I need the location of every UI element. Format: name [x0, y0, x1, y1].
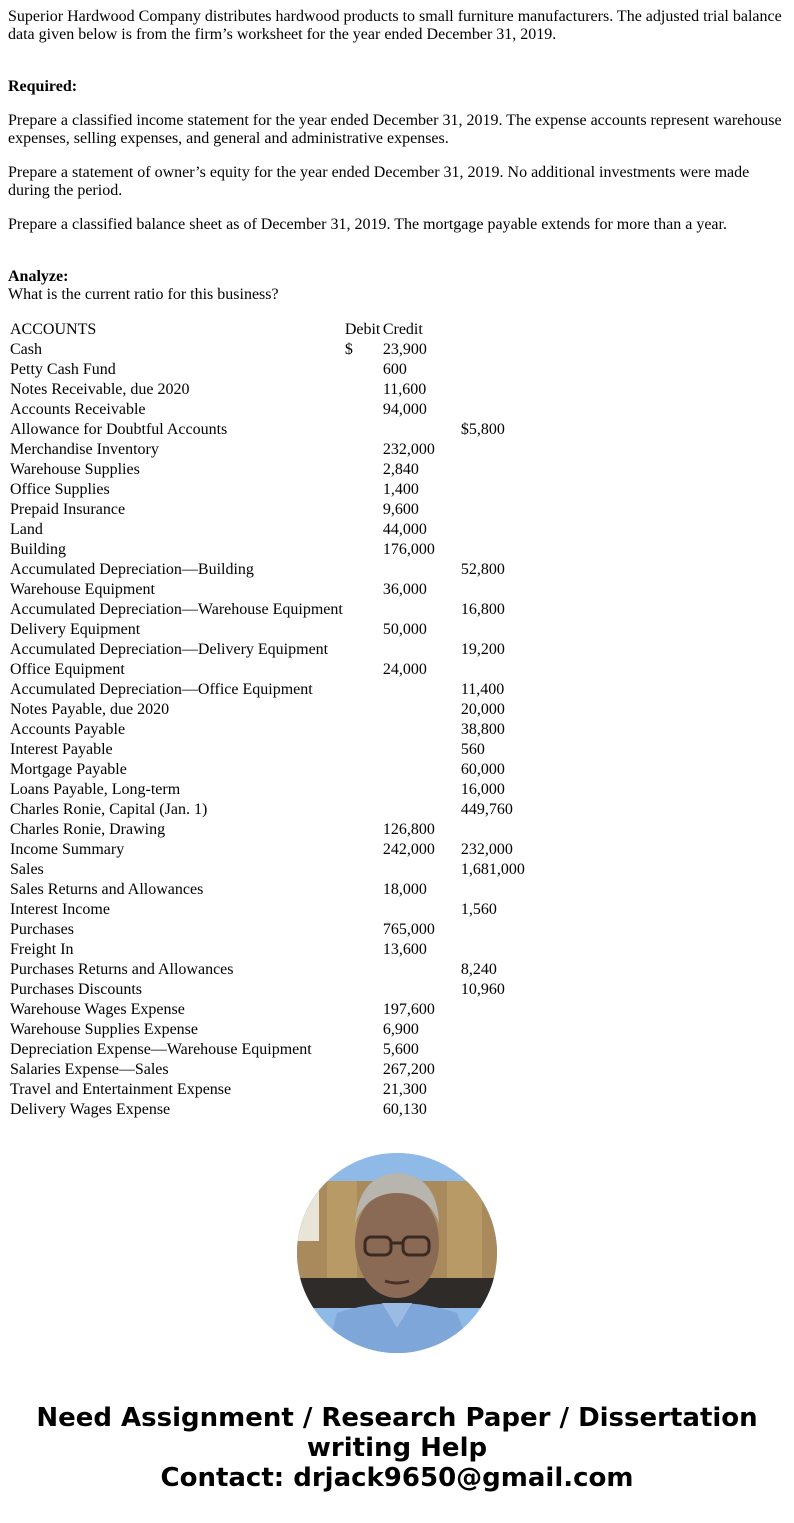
promo-banner — [0, 1403, 794, 1493]
header-accounts: ACCOUNTS — [10, 321, 97, 338]
account-name: Office Supplies — [10, 481, 110, 498]
account-name: Notes Receivable, due 2020 — [10, 381, 190, 398]
debit-cell — [345, 840, 381, 860]
extra-credit-cell: 38,800 — [460, 721, 505, 738]
credit-cell: 13,600 — [382, 941, 427, 958]
credit-cell — [383, 560, 459, 580]
extra-credit-cell: 560 — [460, 741, 485, 758]
extra-credit-cell — [461, 660, 537, 680]
debit-cell — [345, 540, 381, 560]
table-row — [10, 1040, 537, 1060]
debit-cell — [345, 700, 381, 720]
table-row — [10, 620, 537, 640]
account-name: Salaries Expense—Sales — [10, 1061, 169, 1078]
account-name: Delivery Equipment — [10, 621, 141, 638]
table-row — [10, 920, 537, 940]
required-item-1: Prepare a classified income statement for the year ended December 31, 2019. The expense accounts represent warehouse expenses, selling expenses, and general and administrative expenses. — [8, 112, 782, 147]
table-row — [10, 1060, 537, 1080]
account-name: Depreciation Expense—Warehouse Equipment — [10, 1041, 312, 1058]
credit-cell: 24,000 — [382, 661, 427, 678]
credit-cell — [383, 600, 459, 620]
table-row — [10, 640, 537, 660]
credit-cell: 267,200 — [382, 1061, 435, 1078]
table-header-row — [10, 320, 537, 340]
debit-cell — [345, 640, 381, 660]
extra-credit-cell — [461, 880, 537, 900]
credit-cell: 18,000 — [382, 881, 427, 898]
extra-credit-cell — [461, 440, 537, 460]
account-name: Notes Payable, due 2020 — [10, 701, 170, 718]
problem-statement — [8, 8, 786, 304]
debit-cell — [345, 360, 381, 380]
promo-contact: Contact: drjack9650@gmail.com — [160, 1463, 634, 1493]
analyze-heading: Analyze: — [8, 268, 69, 285]
intro-paragraph: Superior Hardwood Company distributes hardwood products to small furniture manufacturers. The adjusted trial balance data given below is from the firm’s worksheet for the year ended December 31, 2019. — [8, 8, 782, 43]
table-row — [10, 760, 537, 780]
debit-cell — [345, 580, 381, 600]
debit-cell — [345, 740, 381, 760]
table-row — [10, 520, 537, 540]
table-row — [10, 880, 537, 900]
extra-credit-cell: $5,800 — [460, 421, 505, 438]
credit-cell: 765,000 — [382, 921, 435, 938]
credit-cell — [383, 640, 459, 660]
promo-line-1: Need Assignment / Research Paper / Dissertation — [36, 1403, 758, 1433]
extra-credit-cell — [461, 820, 537, 840]
account-name: Interest Income — [10, 901, 110, 918]
debit-cell — [345, 400, 381, 420]
debit-cell — [345, 1020, 381, 1040]
account-name: Accounts Receivable — [10, 401, 146, 418]
credit-cell: 44,000 — [382, 521, 427, 538]
avatar — [297, 1153, 497, 1353]
extra-credit-cell: 1,560 — [460, 901, 497, 918]
table-row — [10, 400, 537, 420]
debit-cell — [345, 440, 381, 460]
debit-cell — [345, 940, 381, 960]
extra-credit-cell — [461, 1000, 537, 1020]
extra-credit-cell — [461, 380, 537, 400]
credit-cell: 1,400 — [382, 481, 419, 498]
extra-credit-cell: 16,800 — [460, 601, 505, 618]
debit-cell — [345, 780, 381, 800]
table-row — [10, 1080, 537, 1100]
table-row — [10, 780, 537, 800]
extra-credit-cell: 8,240 — [460, 961, 497, 978]
debit-cell — [345, 1080, 381, 1100]
tutor-photo-icon — [297, 1153, 497, 1353]
extra-credit-cell — [461, 540, 537, 560]
account-name: Warehouse Supplies — [10, 461, 140, 478]
table-row — [10, 1020, 537, 1040]
extra-credit-cell — [461, 520, 537, 540]
table-row — [10, 800, 537, 820]
extra-credit-cell — [461, 1080, 537, 1100]
table-row — [10, 840, 537, 860]
credit-cell: 50,000 — [382, 621, 427, 638]
header-blank — [461, 320, 537, 340]
table-row — [10, 1000, 537, 1020]
extra-credit-cell: 52,800 — [460, 561, 505, 578]
table-row — [10, 700, 537, 720]
credit-cell: 600 — [382, 361, 407, 378]
account-name: Charles Ronie, Drawing — [10, 821, 166, 838]
debit-cell — [345, 860, 381, 880]
debit-cell — [345, 880, 381, 900]
credit-cell — [383, 800, 459, 820]
table-row — [10, 380, 537, 400]
credit-cell: 5,600 — [382, 1041, 419, 1058]
extra-credit-cell — [461, 620, 537, 640]
account-name: Purchases — [10, 921, 74, 938]
table-row — [10, 480, 537, 500]
extra-credit-cell: 232,000 — [460, 841, 513, 858]
extra-credit-cell — [461, 360, 537, 380]
account-name: Petty Cash Fund — [10, 361, 116, 378]
promo-line-2: writing Help — [306, 1433, 488, 1463]
extra-credit-cell — [461, 460, 537, 480]
credit-cell: 36,000 — [382, 581, 427, 598]
extra-credit-cell — [461, 580, 537, 600]
header-credit: Credit — [382, 321, 423, 338]
account-name: Delivery Wages Expense — [10, 1101, 171, 1118]
credit-cell — [383, 420, 459, 440]
required-item-3: Prepare a classified balance sheet as of December 31, 2019. The mortgage payable extends for more than a year. — [8, 216, 727, 233]
extra-credit-cell — [461, 340, 537, 360]
debit-cell — [345, 680, 381, 700]
account-name: Prepaid Insurance — [10, 501, 126, 518]
table-row — [10, 940, 537, 960]
required-item-2: Prepare a statement of owner’s equity for the year ended December 31, 2019. No additional investments were made during the period. — [8, 164, 750, 199]
credit-cell: 11,600 — [382, 381, 427, 398]
debit-cell — [345, 1040, 381, 1060]
account-name: Warehouse Wages Expense — [10, 1001, 185, 1018]
credit-cell: 232,000 — [382, 441, 435, 458]
debit-cell — [345, 560, 381, 580]
account-name: Accumulated Depreciation—Warehouse Equipment — [10, 601, 343, 618]
extra-credit-cell — [461, 1100, 537, 1120]
extra-credit-cell — [461, 500, 537, 520]
credit-cell: 94,000 — [382, 401, 427, 418]
account-name: Allowance for Doubtful Accounts — [10, 421, 228, 438]
credit-cell — [383, 740, 459, 760]
debit-cell — [345, 800, 381, 820]
credit-cell — [383, 720, 459, 740]
debit-cell — [345, 980, 381, 1000]
extra-credit-cell — [461, 1020, 537, 1040]
extra-credit-cell — [461, 480, 537, 500]
account-name: Office Equipment — [10, 661, 125, 678]
account-name: Sales Returns and Allowances — [10, 881, 204, 898]
table-row — [10, 980, 537, 1000]
credit-cell: 242,000 — [382, 841, 435, 858]
account-name: Land — [10, 521, 43, 538]
credit-cell — [383, 980, 459, 1000]
table-row — [10, 420, 537, 440]
debit-cell — [345, 420, 381, 440]
table-row — [10, 440, 537, 460]
account-name: Travel and Entertainment Expense — [10, 1081, 232, 1098]
debit-cell — [345, 760, 381, 780]
table-row — [10, 360, 537, 380]
debit-cell — [345, 460, 381, 480]
debit-cell — [345, 900, 381, 920]
account-name: Accumulated Depreciation—Office Equipment — [10, 681, 313, 698]
account-name: Charles Ronie, Capital (Jan. 1) — [10, 801, 208, 818]
account-name: Purchases Discounts — [10, 981, 142, 998]
extra-credit-cell: 1,681,000 — [460, 861, 525, 878]
debit-cell — [345, 820, 381, 840]
table-row — [10, 580, 537, 600]
credit-cell — [383, 680, 459, 700]
account-name: Loans Payable, Long-term — [10, 781, 181, 798]
extra-credit-cell — [461, 1040, 537, 1060]
extra-credit-cell: 20,000 — [460, 701, 505, 718]
table-row — [10, 540, 537, 560]
debit-cell — [345, 1100, 381, 1120]
table-row — [10, 860, 537, 880]
credit-cell: 126,800 — [382, 821, 435, 838]
credit-cell — [383, 780, 459, 800]
credit-cell: 2,840 — [382, 461, 419, 478]
debit-cell — [345, 520, 381, 540]
table-row — [10, 680, 537, 700]
credit-cell: 21,300 — [382, 1081, 427, 1098]
table-row — [10, 500, 537, 520]
debit-cell: $ — [344, 341, 353, 358]
account-name: Purchases Returns and Allowances — [10, 961, 234, 978]
account-name: Warehouse Equipment — [10, 581, 155, 598]
table-row — [10, 960, 537, 980]
account-name: Accumulated Depreciation—Delivery Equipment — [10, 641, 329, 658]
debit-cell — [345, 480, 381, 500]
table-row — [10, 900, 537, 920]
account-name: Income Summary — [10, 841, 125, 858]
account-name: Interest Payable — [10, 741, 113, 758]
debit-cell — [345, 380, 381, 400]
account-name: Building — [10, 541, 67, 558]
extra-credit-cell: 60,000 — [460, 761, 505, 778]
table-row — [10, 340, 537, 360]
account-name: Accounts Payable — [10, 721, 126, 738]
table-row — [10, 720, 537, 740]
debit-cell — [345, 660, 381, 680]
extra-credit-cell: 449,760 — [460, 801, 513, 818]
account-name: Freight In — [10, 941, 74, 958]
table-row — [10, 820, 537, 840]
credit-cell — [383, 700, 459, 720]
extra-credit-cell: 19,200 — [460, 641, 505, 658]
credit-cell — [383, 900, 459, 920]
extra-credit-cell — [461, 1060, 537, 1080]
table-row — [10, 600, 537, 620]
trial-balance-table — [8, 320, 539, 1120]
credit-cell: 23,900 — [382, 341, 427, 358]
credit-cell — [383, 860, 459, 880]
debit-cell — [345, 600, 381, 620]
extra-credit-cell: 10,960 — [460, 981, 505, 998]
header-debit: Debit — [344, 321, 381, 338]
account-name: Accumulated Depreciation—Building — [10, 561, 254, 578]
debit-cell — [345, 720, 381, 740]
table-row — [10, 740, 537, 760]
account-name: Warehouse Supplies Expense — [10, 1021, 198, 1038]
credit-cell: 197,600 — [382, 1001, 435, 1018]
analyze-question: What is the current ratio for this business? — [8, 286, 279, 303]
account-name: Mortgage Payable — [10, 761, 127, 778]
table-row — [10, 660, 537, 680]
credit-cell — [383, 960, 459, 980]
credit-cell: 9,600 — [382, 501, 419, 518]
credit-cell — [383, 760, 459, 780]
credit-cell: 60,130 — [382, 1101, 427, 1118]
extra-credit-cell: 16,000 — [460, 781, 505, 798]
extra-credit-cell — [461, 400, 537, 420]
table-row — [10, 560, 537, 580]
debit-cell — [345, 960, 381, 980]
account-name: Merchandise Inventory — [10, 441, 159, 458]
account-name: Cash — [10, 341, 42, 358]
table-row — [10, 1100, 537, 1120]
credit-cell: 176,000 — [382, 541, 435, 558]
credit-cell: 6,900 — [382, 1021, 419, 1038]
debit-cell — [345, 1000, 381, 1020]
table-row — [10, 460, 537, 480]
account-name: Sales — [10, 861, 44, 878]
required-heading: Required: — [8, 78, 78, 95]
debit-cell — [345, 920, 381, 940]
extra-credit-cell — [461, 940, 537, 960]
debit-cell — [345, 1060, 381, 1080]
debit-cell — [345, 500, 381, 520]
debit-cell — [345, 620, 381, 640]
extra-credit-cell — [461, 920, 537, 940]
extra-credit-cell: 11,400 — [460, 681, 505, 698]
